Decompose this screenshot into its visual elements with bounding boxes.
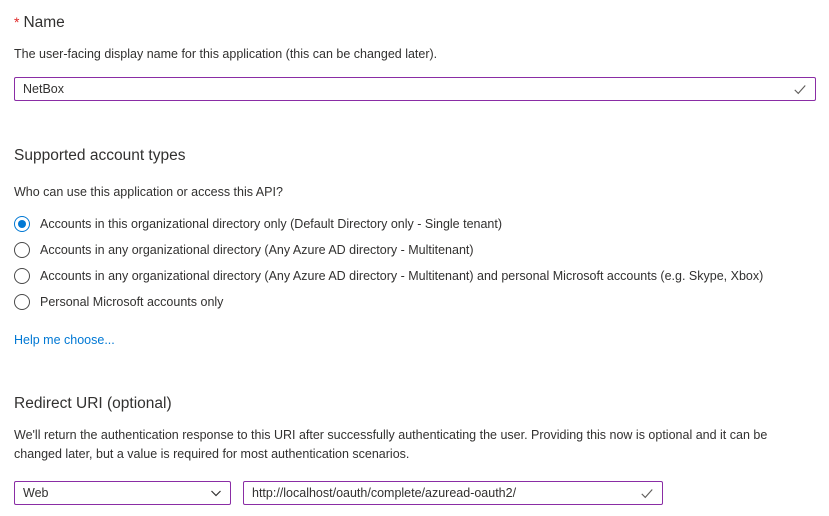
redirect-uri-row xyxy=(14,481,815,505)
checkmark-icon xyxy=(640,486,654,500)
account-types-title: Supported account types xyxy=(14,147,186,164)
required-asterisk: * xyxy=(14,14,20,30)
redirect-uri-input[interactable] xyxy=(244,482,640,504)
radio-option-multitenant-personal[interactable] xyxy=(14,263,815,289)
radio-option-label: Accounts in any organizational directory (Any Azure AD directory - Multitenant) and personal Microsoft accounts (e.g. Skype, Xbox) xyxy=(40,269,764,283)
radio-option-multitenant[interactable] xyxy=(14,237,815,263)
chevron-down-icon xyxy=(210,487,222,499)
help-me-choose-link[interactable]: Help me choose... xyxy=(14,333,115,347)
redirect-uri-title: Redirect URI (optional) xyxy=(14,395,172,412)
radio-option-label: Accounts in any organizational directory (Any Azure AD directory - Multitenant) xyxy=(40,243,474,257)
account-type-radio-group xyxy=(14,211,815,315)
platform-select-value: Web xyxy=(23,486,49,500)
name-input-wrap xyxy=(14,77,816,101)
name-title-text: Name xyxy=(23,14,65,31)
checkmark-icon xyxy=(793,82,807,96)
radio-option-label: Accounts in this organizational directory only (Default Directory only - Single tenant) xyxy=(40,217,503,231)
redirect-uri-description: We'll return the authentication response to this URI after successfully authenticating the user. Providing this now is optional and it can be changed later, but a value is required for most authentication scenarios. xyxy=(14,428,768,461)
name-section-title xyxy=(14,12,815,33)
radio-option-personal-only[interactable] xyxy=(14,289,815,315)
name-description: The user-facing display name for this application (this can be changed later). xyxy=(14,47,438,61)
radio-button-icon xyxy=(14,216,30,232)
radio-button-icon xyxy=(14,268,30,284)
radio-option-label: Personal Microsoft accounts only xyxy=(40,295,224,309)
account-types-question: Who can use this application or access this API? xyxy=(14,185,283,199)
radio-button-icon xyxy=(14,242,30,258)
redirect-uri-input-wrap xyxy=(243,481,663,505)
radio-option-single-tenant[interactable] xyxy=(14,211,815,237)
name-input[interactable] xyxy=(15,78,793,100)
platform-select[interactable] xyxy=(14,481,231,505)
radio-button-icon xyxy=(14,294,30,310)
